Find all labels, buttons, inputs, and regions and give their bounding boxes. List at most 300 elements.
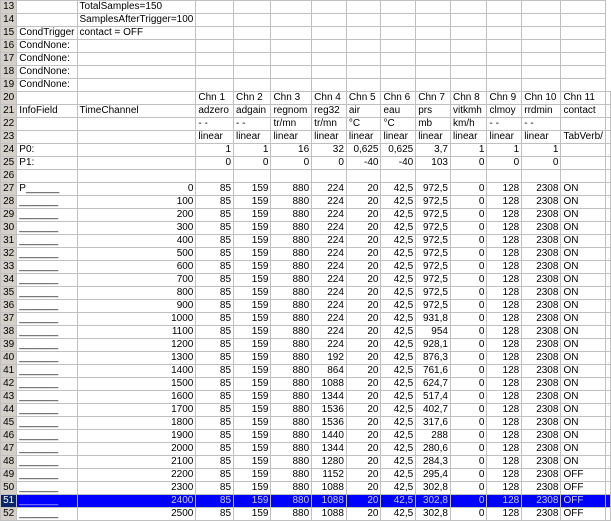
table-row[interactable] (1, 144, 611, 157)
sheet-cell[interactable]: 159 (234, 378, 271, 391)
sheet-cell[interactable]: CondNone: (17, 66, 77, 79)
sheet-cell[interactable]: 1344 (312, 391, 347, 404)
sheet-cell[interactable]: 159 (234, 508, 271, 521)
sheet-cell[interactable]: _______ (17, 261, 77, 274)
sheet-cell[interactable]: 700 (77, 274, 196, 287)
sheet-cell[interactable]: 2308 (522, 404, 561, 417)
row-header[interactable]: 40 (1, 352, 17, 365)
sheet-cell[interactable]: 2400 (77, 495, 196, 508)
sheet-cell[interactable]: adgain (234, 105, 271, 118)
sheet-cell[interactable]: 42,5 (381, 391, 416, 404)
sheet-cell[interactable]: _______ (17, 287, 77, 300)
sheet-cell[interactable]: 224 (312, 209, 347, 222)
sheet-cell[interactable] (312, 14, 347, 27)
sheet-cell[interactable]: _______ (17, 365, 77, 378)
sheet-cell[interactable]: 0 (450, 287, 487, 300)
sheet-cell[interactable]: 0 (450, 352, 487, 365)
table-row[interactable] (1, 261, 611, 274)
sheet-cell[interactable]: ON (561, 261, 606, 274)
sheet-cell[interactable]: 224 (312, 196, 347, 209)
sheet-cell[interactable]: 2308 (522, 235, 561, 248)
table-row[interactable] (1, 79, 611, 92)
sheet-cell[interactable]: 20 (346, 495, 381, 508)
sheet-cell[interactable] (381, 14, 416, 27)
row-header[interactable]: 38 (1, 326, 17, 339)
sheet-cell[interactable]: 2500 (77, 508, 196, 521)
sheet-cell[interactable] (346, 170, 381, 183)
sheet-cell[interactable]: P1: (17, 157, 77, 170)
sheet-cell[interactable]: _______ (17, 222, 77, 235)
sheet-cell[interactable]: 880 (271, 443, 312, 456)
table-row[interactable] (1, 287, 611, 300)
row-header[interactable]: 33 (1, 261, 17, 274)
sheet-cell[interactable] (561, 157, 606, 170)
sheet-cell[interactable]: 972,5 (416, 287, 451, 300)
sheet-cell[interactable]: 0 (450, 326, 487, 339)
sheet-cell[interactable]: 42,5 (381, 261, 416, 274)
sheet-cell[interactable]: _______ (17, 235, 77, 248)
table-row[interactable] (1, 157, 611, 170)
sheet-cell[interactable]: ON (561, 352, 606, 365)
sheet-cell[interactable] (561, 118, 606, 131)
sheet-cell[interactable]: 880 (271, 378, 312, 391)
sheet-cell[interactable]: linear (416, 131, 451, 144)
sheet-cell[interactable] (606, 378, 611, 391)
sheet-cell[interactable]: 159 (234, 209, 271, 222)
sheet-cell[interactable]: _______ (17, 482, 77, 495)
sheet-cell[interactable] (346, 66, 381, 79)
sheet-cell[interactable]: 20 (346, 352, 381, 365)
table-row[interactable] (1, 183, 611, 196)
sheet-cell[interactable]: 972,5 (416, 274, 451, 287)
sheet-cell[interactable] (522, 79, 561, 92)
sheet-cell[interactable]: 42,5 (381, 495, 416, 508)
sheet-cell[interactable]: 1600 (77, 391, 196, 404)
sheet-cell[interactable]: 20 (346, 391, 381, 404)
sheet-cell[interactable] (561, 66, 606, 79)
sheet-cell[interactable]: 85 (196, 456, 234, 469)
sheet-cell[interactable]: 224 (312, 287, 347, 300)
sheet-cell[interactable] (606, 235, 611, 248)
sheet-cell[interactable]: 880 (271, 352, 312, 365)
sheet-cell[interactable]: reg32 (312, 105, 347, 118)
row-header[interactable]: 20 (1, 92, 17, 105)
sheet-cell[interactable]: 288 (416, 430, 451, 443)
sheet-cell[interactable] (606, 157, 611, 170)
sheet-cell[interactable]: P0: (17, 144, 77, 157)
sheet-cell[interactable]: ON (561, 209, 606, 222)
sheet-cell[interactable]: 302,8 (416, 482, 451, 495)
sheet-cell[interactable] (381, 79, 416, 92)
sheet-cell[interactable]: Chn 7 (416, 92, 451, 105)
sheet-cell[interactable]: 159 (234, 391, 271, 404)
sheet-cell[interactable] (487, 79, 522, 92)
sheet-cell[interactable]: TimeChannel (77, 105, 196, 118)
table-row[interactable] (1, 118, 611, 131)
sheet-cell[interactable]: 972,5 (416, 300, 451, 313)
sheet-cell[interactable]: 20 (346, 469, 381, 482)
sheet-cell[interactable]: 284,3 (416, 456, 451, 469)
sheet-cell[interactable]: 2308 (522, 456, 561, 469)
sheet-cell[interactable] (487, 170, 522, 183)
sheet-cell[interactable]: 0 (234, 157, 271, 170)
sheet-cell[interactable]: 1700 (77, 404, 196, 417)
sheet-cell[interactable]: 128 (487, 482, 522, 495)
row-header[interactable]: 30 (1, 222, 17, 235)
sheet-cell[interactable]: 128 (487, 417, 522, 430)
sheet-cell[interactable]: SamplesAfterTrigger=100 (77, 14, 196, 27)
sheet-cell[interactable] (234, 170, 271, 183)
sheet-cell[interactable] (606, 456, 611, 469)
sheet-cell[interactable]: 0 (450, 365, 487, 378)
row-header[interactable]: 45 (1, 417, 17, 430)
sheet-cell[interactable] (381, 66, 416, 79)
sheet-cell[interactable]: _______ (17, 339, 77, 352)
sheet-cell[interactable]: km/h (450, 118, 487, 131)
sheet-cell[interactable]: 128 (487, 235, 522, 248)
row-header[interactable]: 35 (1, 287, 17, 300)
sheet-cell[interactable]: 224 (312, 248, 347, 261)
sheet-cell[interactable]: 100 (77, 196, 196, 209)
sheet-cell[interactable] (450, 14, 487, 27)
sheet-cell[interactable]: 42,5 (381, 209, 416, 222)
sheet-cell[interactable]: - - (522, 118, 561, 131)
table-row[interactable] (1, 27, 611, 40)
sheet-cell[interactable]: ON (561, 196, 606, 209)
sheet-cell[interactable]: 159 (234, 495, 271, 508)
sheet-cell[interactable]: 0 (450, 417, 487, 430)
sheet-cell[interactable]: 880 (271, 235, 312, 248)
row-header[interactable]: 21 (1, 105, 17, 118)
sheet-cell[interactable] (77, 40, 196, 53)
sheet-cell[interactable]: 192 (312, 352, 347, 365)
sheet-cell[interactable] (77, 118, 196, 131)
sheet-cell[interactable]: 864 (312, 365, 347, 378)
sheet-cell[interactable]: 880 (271, 365, 312, 378)
sheet-cell[interactable] (606, 209, 611, 222)
row-header[interactable]: 37 (1, 313, 17, 326)
sheet-cell[interactable]: 159 (234, 287, 271, 300)
sheet-cell[interactable]: 0 (450, 300, 487, 313)
sheet-cell[interactable]: 16 (271, 144, 312, 157)
sheet-cell[interactable]: 0,625 (381, 144, 416, 157)
sheet-cell[interactable] (17, 92, 77, 105)
sheet-cell[interactable]: 880 (271, 482, 312, 495)
table-row[interactable] (1, 391, 611, 404)
table-row[interactable] (1, 313, 611, 326)
sheet-cell[interactable]: 20 (346, 222, 381, 235)
sheet-cell[interactable] (522, 1, 561, 14)
sheet-cell[interactable]: linear (381, 131, 416, 144)
sheet-cell[interactable]: 972,5 (416, 235, 451, 248)
sheet-cell[interactable]: 1152 (312, 469, 347, 482)
sheet-cell[interactable]: linear (487, 131, 522, 144)
sheet-cell[interactable]: 159 (234, 313, 271, 326)
table-row[interactable] (1, 131, 611, 144)
sheet-cell[interactable]: 42,5 (381, 300, 416, 313)
sheet-cell[interactable]: 2308 (522, 430, 561, 443)
row-header[interactable]: 24 (1, 144, 17, 157)
row-header[interactable]: 29 (1, 209, 17, 222)
sheet-cell[interactable] (450, 79, 487, 92)
sheet-cell[interactable]: 85 (196, 482, 234, 495)
sheet-cell[interactable] (271, 14, 312, 27)
sheet-cell[interactable] (77, 92, 196, 105)
table-row[interactable] (1, 235, 611, 248)
sheet-cell[interactable]: _______ (17, 443, 77, 456)
sheet-cell[interactable]: 0 (487, 157, 522, 170)
sheet-cell[interactable]: 128 (487, 274, 522, 287)
sheet-cell[interactable] (196, 40, 234, 53)
sheet-cell[interactable]: 0,625 (346, 144, 381, 157)
sheet-cell[interactable]: 224 (312, 300, 347, 313)
sheet-cell[interactable]: Chn 4 (312, 92, 347, 105)
sheet-cell[interactable] (606, 144, 611, 157)
sheet-cell[interactable]: Chn 9 (487, 92, 522, 105)
sheet-cell[interactable]: 317,6 (416, 417, 451, 430)
table-row[interactable] (1, 300, 611, 313)
sheet-cell[interactable] (606, 118, 611, 131)
sheet-cell[interactable]: ON (561, 300, 606, 313)
sheet-cell[interactable]: 517,4 (416, 391, 451, 404)
sheet-cell[interactable]: CondNone: (17, 79, 77, 92)
sheet-cell[interactable] (487, 1, 522, 14)
sheet-cell[interactable]: adzero (196, 105, 234, 118)
sheet-cell[interactable]: 880 (271, 495, 312, 508)
row-header[interactable]: 41 (1, 365, 17, 378)
sheet-cell[interactable] (17, 118, 77, 131)
sheet-cell[interactable] (450, 1, 487, 14)
sheet-cell[interactable]: 2308 (522, 443, 561, 456)
sheet-cell[interactable]: 1088 (312, 482, 347, 495)
sheet-cell[interactable]: ON (561, 456, 606, 469)
sheet-cell[interactable]: CondNone: (17, 40, 77, 53)
row-header[interactable]: 48 (1, 456, 17, 469)
sheet-cell[interactable]: TotalSamples=150 (77, 1, 196, 14)
sheet-cell[interactable] (271, 66, 312, 79)
sheet-cell[interactable]: 972,5 (416, 209, 451, 222)
sheet-cell[interactable] (271, 53, 312, 66)
sheet-cell[interactable]: 159 (234, 456, 271, 469)
sheet-cell[interactable]: 2308 (522, 287, 561, 300)
table-row[interactable] (1, 404, 611, 417)
sheet-cell[interactable]: 0 (450, 482, 487, 495)
sheet-cell[interactable]: 500 (77, 248, 196, 261)
sheet-cell[interactable]: 302,8 (416, 508, 451, 521)
sheet-cell[interactable]: 2308 (522, 261, 561, 274)
sheet-cell[interactable]: 159 (234, 365, 271, 378)
sheet-cell[interactable]: contact = OFF (77, 27, 196, 40)
sheet-cell[interactable]: linear (271, 131, 312, 144)
sheet-cell[interactable]: 128 (487, 313, 522, 326)
sheet-cell[interactable]: 1 (234, 144, 271, 157)
sheet-cell[interactable] (234, 1, 271, 14)
sheet-cell[interactable]: _______ (17, 378, 77, 391)
sheet-cell[interactable]: 0 (522, 157, 561, 170)
sheet-cell[interactable] (17, 1, 77, 14)
sheet-cell[interactable]: 1536 (312, 404, 347, 417)
sheet-cell[interactable]: 42,5 (381, 287, 416, 300)
sheet-cell[interactable]: CondNone: (17, 53, 77, 66)
row-header[interactable]: 32 (1, 248, 17, 261)
sheet-cell[interactable] (606, 131, 611, 144)
sheet-cell[interactable]: ON (561, 183, 606, 196)
sheet-cell[interactable]: 85 (196, 274, 234, 287)
sheet-cell[interactable] (522, 27, 561, 40)
sheet-cell[interactable]: 876,3 (416, 352, 451, 365)
sheet-cell[interactable] (234, 14, 271, 27)
sheet-cell[interactable]: 20 (346, 456, 381, 469)
row-header[interactable]: 18 (1, 66, 17, 79)
sheet-cell[interactable] (416, 170, 451, 183)
sheet-cell[interactable]: rrdmin (522, 105, 561, 118)
sheet-cell[interactable] (522, 66, 561, 79)
sheet-cell[interactable]: Chn 3 (271, 92, 312, 105)
sheet-cell[interactable]: 42,5 (381, 430, 416, 443)
sheet-cell[interactable] (346, 27, 381, 40)
sheet-cell[interactable]: CondTrigger (17, 27, 77, 40)
sheet-cell[interactable]: - - (196, 118, 234, 131)
sheet-cell[interactable]: 20 (346, 209, 381, 222)
table-row[interactable] (1, 482, 611, 495)
sheet-cell[interactable] (381, 53, 416, 66)
table-row[interactable] (1, 40, 611, 53)
table-row[interactable] (1, 352, 611, 365)
sheet-cell[interactable]: 1088 (312, 495, 347, 508)
sheet-cell[interactable]: 880 (271, 391, 312, 404)
sheet-cell[interactable]: 1 (522, 144, 561, 157)
sheet-cell[interactable]: 1536 (312, 417, 347, 430)
sheet-cell[interactable]: 85 (196, 391, 234, 404)
sheet-cell[interactable]: 42,5 (381, 352, 416, 365)
sheet-cell[interactable]: 42,5 (381, 417, 416, 430)
row-header[interactable]: 31 (1, 235, 17, 248)
sheet-cell[interactable]: 42,5 (381, 456, 416, 469)
sheet-cell[interactable]: 20 (346, 326, 381, 339)
sheet-cell[interactable]: 1344 (312, 443, 347, 456)
sheet-cell[interactable]: prs (416, 105, 451, 118)
sheet-cell[interactable] (606, 313, 611, 326)
sheet-cell[interactable]: 2308 (522, 482, 561, 495)
sheet-cell[interactable]: 2308 (522, 378, 561, 391)
sheet-cell[interactable]: ON (561, 391, 606, 404)
sheet-cell[interactable] (606, 300, 611, 313)
sheet-cell[interactable]: ON (561, 430, 606, 443)
sheet-cell[interactable] (606, 92, 611, 105)
sheet-cell[interactable]: 42,5 (381, 404, 416, 417)
sheet-cell[interactable]: 159 (234, 417, 271, 430)
sheet-cell[interactable]: 42,5 (381, 235, 416, 248)
sheet-cell[interactable]: 20 (346, 404, 381, 417)
sheet-cell[interactable] (234, 27, 271, 40)
sheet-cell[interactable]: contact (561, 105, 606, 118)
sheet-cell[interactable] (312, 53, 347, 66)
sheet-cell[interactable]: 880 (271, 183, 312, 196)
sheet-cell[interactable]: 85 (196, 196, 234, 209)
sheet-cell[interactable] (77, 53, 196, 66)
sheet-cell[interactable]: clmoy (487, 105, 522, 118)
sheet-cell[interactable]: 2300 (77, 482, 196, 495)
sheet-cell[interactable]: 128 (487, 443, 522, 456)
sheet-cell[interactable]: 128 (487, 300, 522, 313)
sheet-cell[interactable]: 880 (271, 404, 312, 417)
sheet-cell[interactable]: 159 (234, 443, 271, 456)
sheet-cell[interactable]: 2308 (522, 365, 561, 378)
sheet-cell[interactable]: 2308 (522, 469, 561, 482)
sheet-cell[interactable]: 880 (271, 508, 312, 521)
sheet-cell[interactable]: 224 (312, 183, 347, 196)
sheet-cell[interactable] (606, 391, 611, 404)
sheet-cell[interactable]: 1 (487, 144, 522, 157)
sheet-cell[interactable]: 159 (234, 326, 271, 339)
sheet-cell[interactable]: 85 (196, 430, 234, 443)
sheet-cell[interactable] (606, 404, 611, 417)
sheet-cell[interactable]: 85 (196, 443, 234, 456)
sheet-cell[interactable]: 20 (346, 417, 381, 430)
sheet-cell[interactable]: 159 (234, 352, 271, 365)
row-header[interactable]: 28 (1, 196, 17, 209)
sheet-cell[interactable]: 159 (234, 482, 271, 495)
sheet-cell[interactable]: 128 (487, 287, 522, 300)
sheet-cell[interactable] (522, 170, 561, 183)
sheet-cell[interactable] (196, 14, 234, 27)
sheet-cell[interactable]: 103 (416, 157, 451, 170)
sheet-cell[interactable]: Chn 10 (522, 92, 561, 105)
sheet-cell[interactable] (606, 170, 611, 183)
sheet-cell[interactable]: linear (196, 131, 234, 144)
sheet-cell[interactable]: 2308 (522, 339, 561, 352)
sheet-cell[interactable] (196, 1, 234, 14)
sheet-cell[interactable]: 20 (346, 248, 381, 261)
sheet-cell[interactable]: ON (561, 235, 606, 248)
table-row[interactable] (1, 196, 611, 209)
sheet-cell[interactable] (606, 183, 611, 196)
sheet-cell[interactable]: 128 (487, 326, 522, 339)
sheet-cell[interactable]: 1800 (77, 417, 196, 430)
sheet-cell[interactable]: 2100 (77, 456, 196, 469)
sheet-cell[interactable] (606, 248, 611, 261)
sheet-cell[interactable]: ON (561, 365, 606, 378)
sheet-cell[interactable]: 1900 (77, 430, 196, 443)
sheet-cell[interactable] (381, 27, 416, 40)
sheet-cell[interactable]: 159 (234, 261, 271, 274)
sheet-cell[interactable]: 280,6 (416, 443, 451, 456)
sheet-cell[interactable]: 85 (196, 222, 234, 235)
sheet-cell[interactable]: 2308 (522, 326, 561, 339)
sheet-cell[interactable] (487, 40, 522, 53)
sheet-cell[interactable]: 159 (234, 339, 271, 352)
sheet-cell[interactable] (416, 79, 451, 92)
sheet-cell[interactable] (561, 144, 606, 157)
row-header[interactable]: 39 (1, 339, 17, 352)
table-row[interactable] (1, 1, 611, 14)
sheet-cell[interactable]: linear (450, 131, 487, 144)
sheet-cell[interactable] (606, 430, 611, 443)
sheet-cell[interactable] (606, 105, 611, 118)
sheet-cell[interactable] (416, 27, 451, 40)
sheet-cell[interactable]: 32 (312, 144, 347, 157)
table-row[interactable] (1, 456, 611, 469)
sheet-cell[interactable] (606, 508, 611, 521)
sheet-cell[interactable]: TabVerb/ (561, 131, 606, 144)
sheet-cell[interactable]: 0 (450, 183, 487, 196)
sheet-cell[interactable]: 159 (234, 235, 271, 248)
row-header[interactable]: 51 (1, 495, 17, 508)
sheet-cell[interactable]: 85 (196, 508, 234, 521)
sheet-cell[interactable]: 0 (271, 157, 312, 170)
row-header[interactable]: 15 (1, 27, 17, 40)
sheet-cell[interactable]: 128 (487, 339, 522, 352)
